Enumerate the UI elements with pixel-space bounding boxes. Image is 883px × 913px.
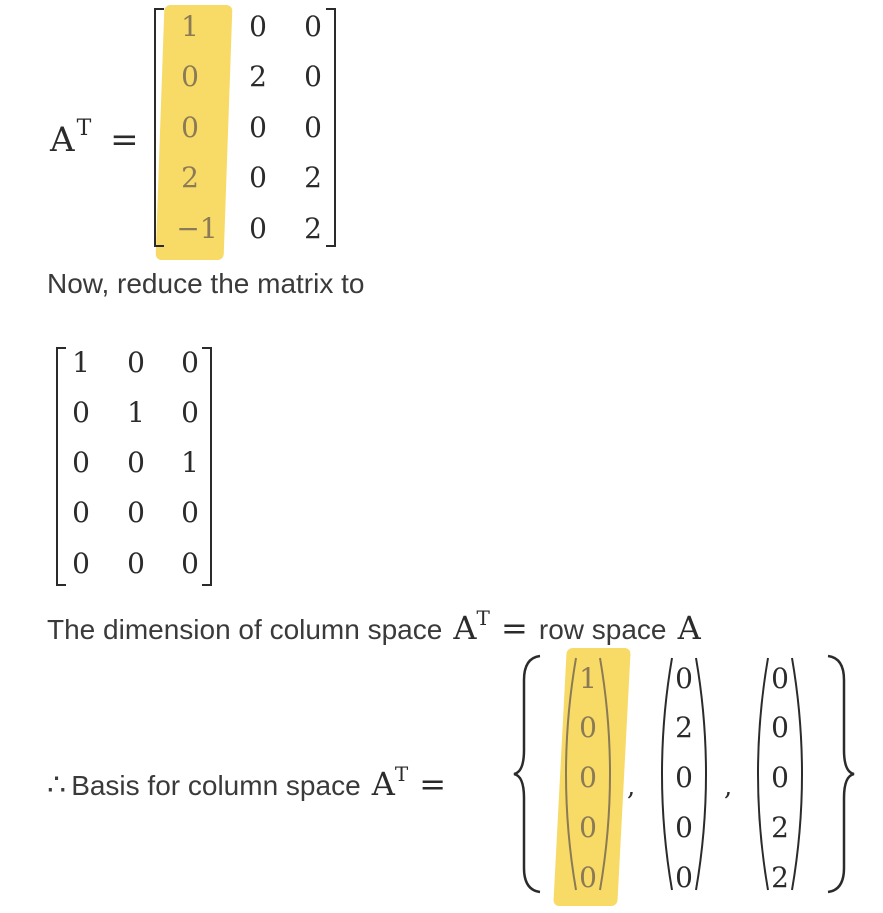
matrix-cell: 0 [72,396,90,429]
vector-entry: 0 [579,761,597,794]
equals-sign: = [110,120,139,160]
matrix-cell: −1 [176,212,218,245]
matrix-cell: 1 [72,346,90,379]
matrix-cell: 0 [72,547,90,580]
vector-entry: 1 [579,662,597,695]
dimension-prefix: The dimension of column space [47,614,443,645]
dimension-statement [47,606,701,647]
matrix-cell: 0 [72,446,90,479]
basis-lhs [371,762,409,803]
vector-separator: , [627,772,636,802]
matrix-cell: 1 [181,446,199,479]
matrix-cell: 0 [181,346,199,379]
matrix-cell: 2 [249,60,267,93]
transpose-label [50,112,139,160]
reduce-instruction: Now, reduce the matrix to [47,268,365,299]
matrix-cell: 2 [304,212,322,245]
matrix-cell: 0 [181,111,199,144]
vector-separator: , [724,772,733,802]
matrix-cell: 0 [72,496,90,529]
basis-label-text: Basis for column space [71,770,361,801]
matrix-cell: 0 [127,346,145,379]
matrix-cell: 1 [181,10,199,43]
vector-entry: 0 [675,662,693,695]
matrix-cell: 0 [181,60,199,93]
matrix-cell: 0 [304,60,322,93]
vector-entry: 2 [771,861,789,894]
vector-entry: 2 [675,711,693,744]
matrix-cell: 0 [304,111,322,144]
equals-sign: = [500,609,528,647]
vector-entry: 0 [771,662,789,695]
matrix-cell: 0 [127,446,145,479]
basis-label [47,762,446,803]
vector-entry: 0 [771,761,789,794]
matrix-cell: 0 [304,10,322,43]
superscript-t: T [476,606,490,630]
matrix-cell: 0 [249,111,267,144]
vector-entry: 0 [675,861,693,894]
matrix-cell: 0 [249,10,267,43]
matrix-cell: 0 [127,547,145,580]
symbol-a: A [677,609,701,647]
matrix-cell: 1 [127,396,145,429]
superscript-t: T [394,762,409,786]
vector-entry: 0 [675,811,693,844]
matrix-cell: 0 [181,496,199,529]
symbol-a: A [371,765,395,803]
dimension-middle: row space [538,614,667,645]
vector-entry: 0 [675,761,693,794]
dimension-lhs [453,606,490,647]
symbol-a: A [453,609,477,647]
vector-entry: 0 [579,711,597,744]
matrix-cell: 0 [127,496,145,529]
matrix-cell: 2 [304,161,322,194]
matrix-cell: 0 [249,212,267,245]
symbol-a: A [50,120,75,160]
vector-entry: 0 [579,861,597,894]
matrix-cell: 2 [181,161,199,194]
therefore-symbol: ∴ [47,769,67,802]
superscript-t: T [76,116,92,141]
matrix-cell: 0 [181,396,199,429]
vector-entry: 0 [771,711,789,744]
vector-entry: 0 [579,811,597,844]
equals-sign: = [419,765,447,803]
matrix-cell: 0 [249,161,267,194]
matrix-cell: 0 [181,547,199,580]
vector-entry: 2 [771,811,789,844]
